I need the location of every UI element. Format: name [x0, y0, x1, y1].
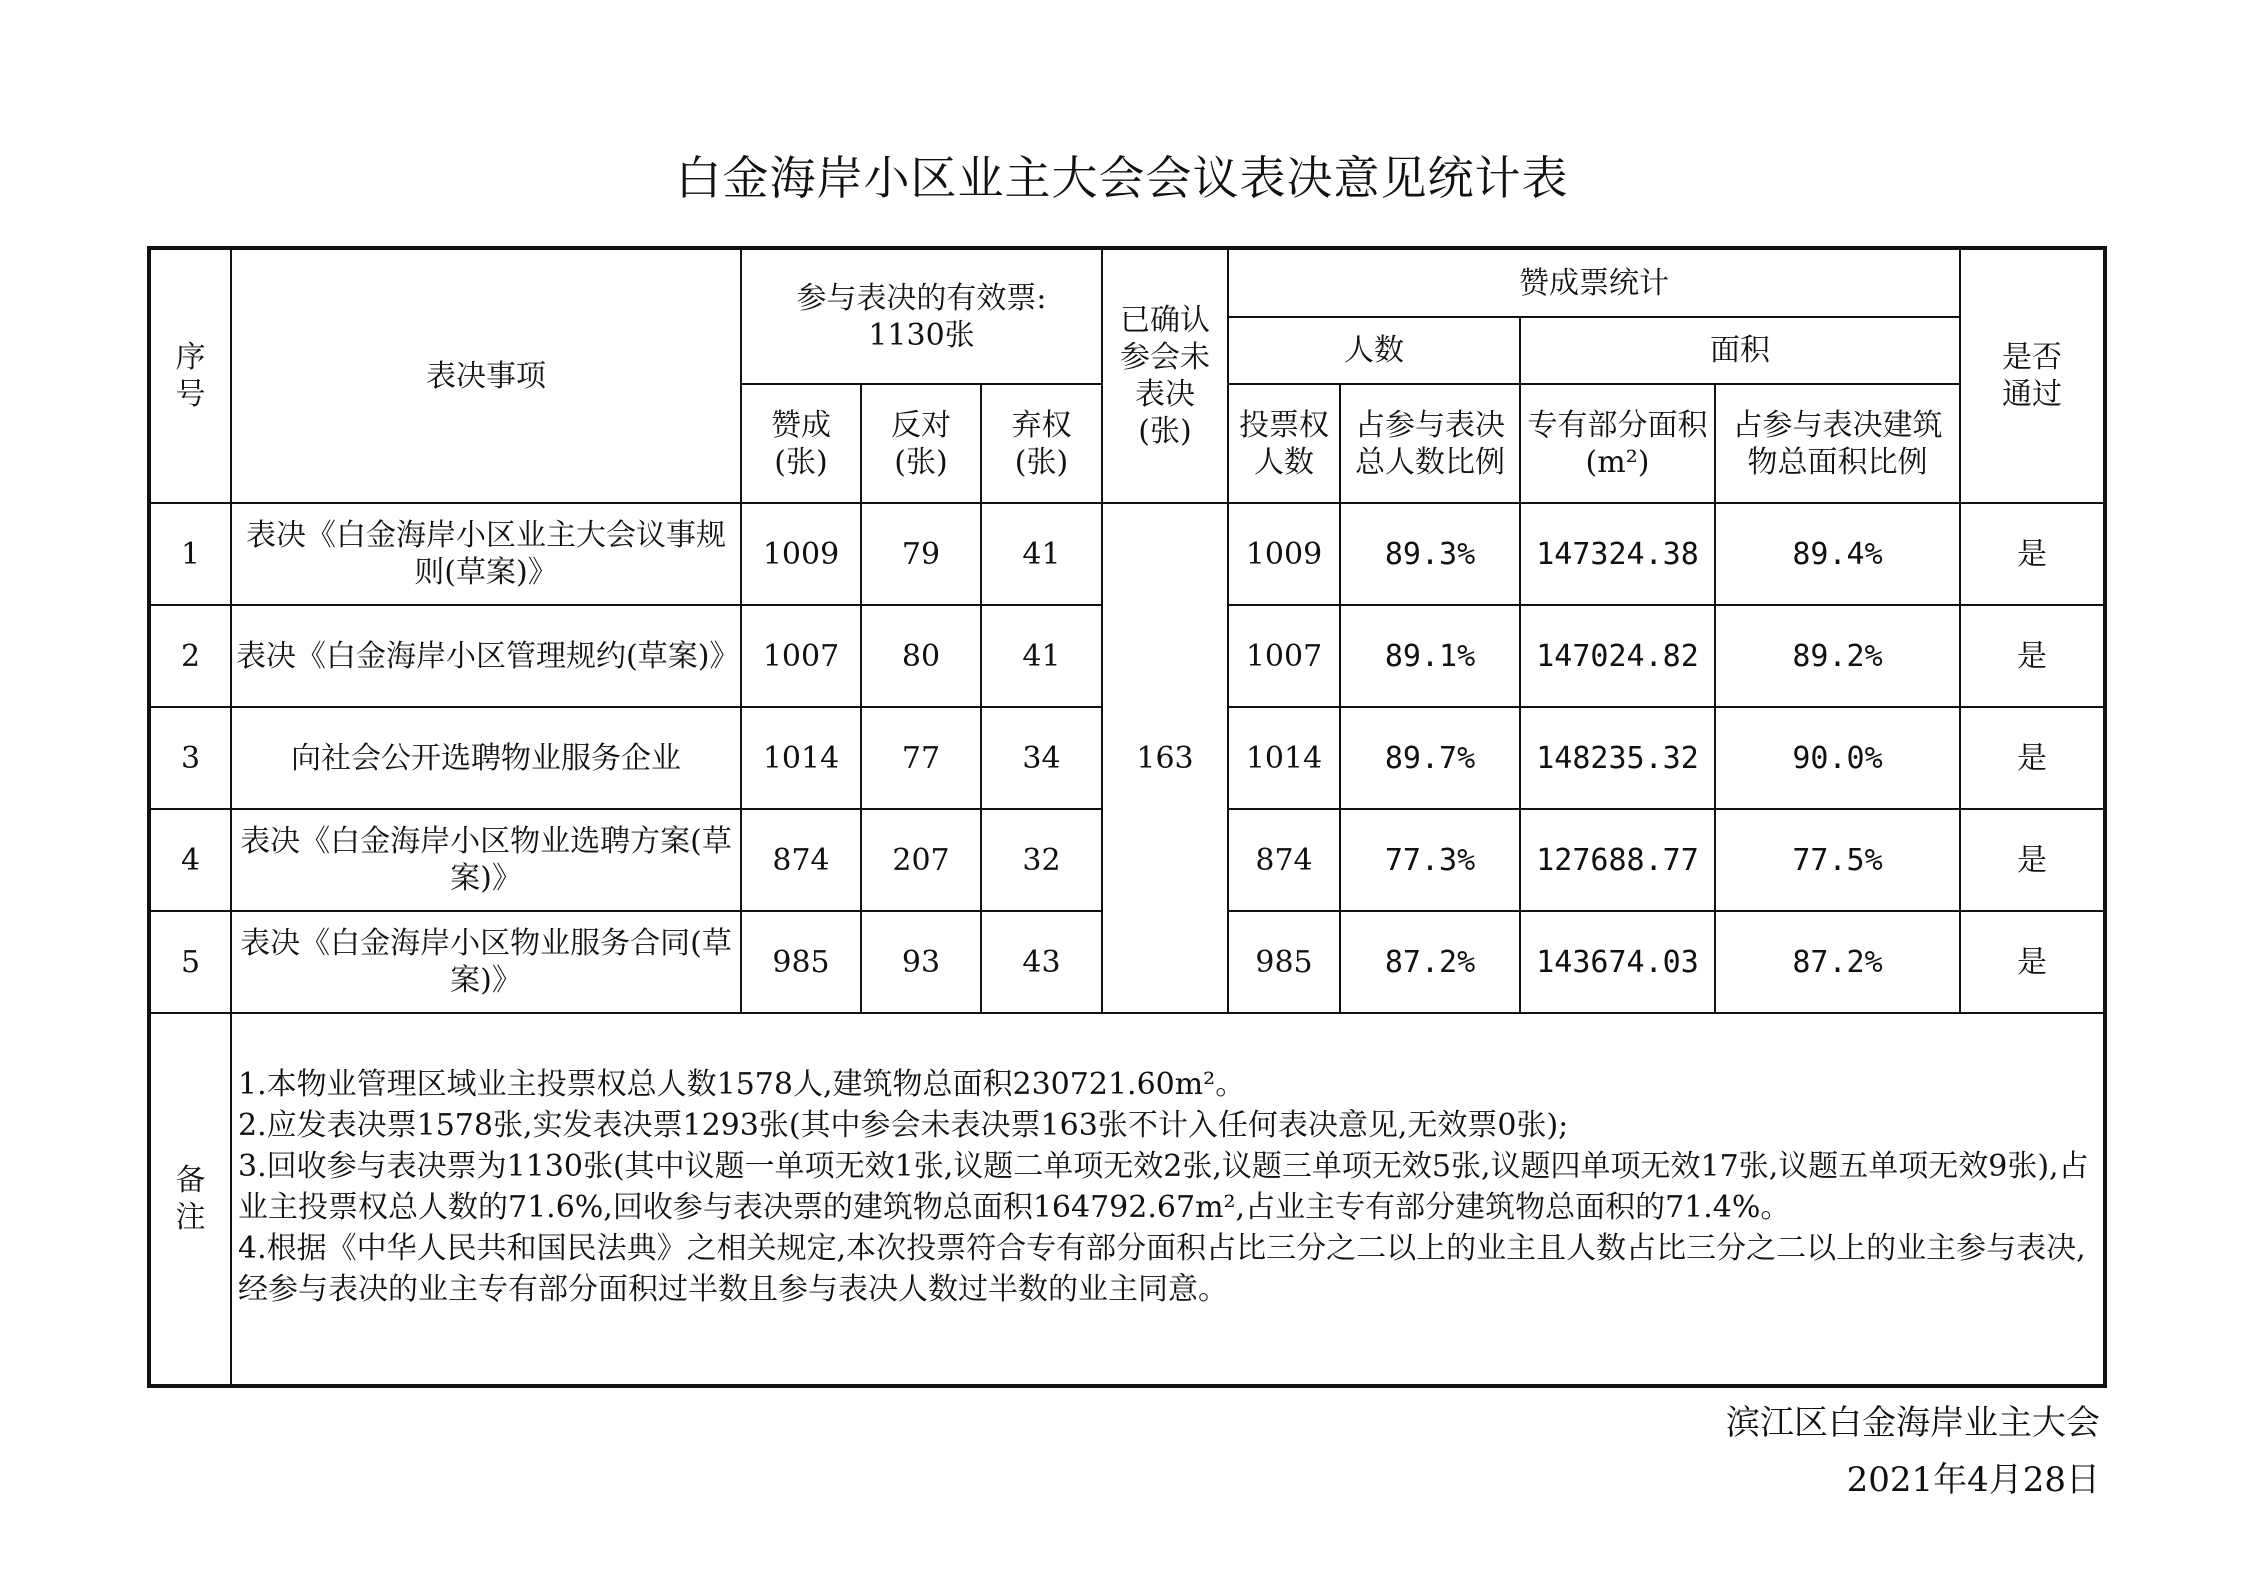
- row-area-ratio: 87.2%: [1715, 911, 1960, 1013]
- notes-cell: [231, 1013, 2105, 1386]
- header-voter-count: 投票权 人数: [1228, 384, 1340, 503]
- header-private-area: 专有部分面积 (m²): [1520, 384, 1715, 503]
- row-area-ratio: 90.0%: [1715, 707, 1960, 809]
- row-passed: 是: [1960, 503, 2105, 605]
- row-area: 147024.82: [1520, 605, 1715, 707]
- row-seq: 5: [149, 911, 231, 1013]
- header-approve: 赞成 (张): [741, 384, 861, 503]
- row-matter: 表决《白金海岸小区物业服务合同(草案)》: [231, 911, 741, 1013]
- row-seq: 1: [149, 503, 231, 605]
- header-abstain: 弃权 (张): [981, 384, 1102, 503]
- row-voter-count: 985: [1228, 911, 1340, 1013]
- row-area: 148235.32: [1520, 707, 1715, 809]
- row-matter: 向社会公开选聘物业服务企业: [231, 707, 741, 809]
- footer-date: 2021年4月28日: [1846, 1460, 2100, 1500]
- row-voter-count: 874: [1228, 809, 1340, 911]
- header-persons: 人数: [1228, 317, 1520, 384]
- row-voter-count: 1014: [1228, 707, 1340, 809]
- row-seq: 4: [149, 809, 231, 911]
- row-passed: 是: [1960, 707, 2105, 809]
- row-abstain: 32: [981, 809, 1102, 911]
- row-voter-ratio: 87.2%: [1340, 911, 1520, 1013]
- row-voter-ratio: 89.1%: [1340, 605, 1520, 707]
- row-passed: 是: [1960, 809, 2105, 911]
- header-area-ratio: 占参与表决建筑 物总面积比例: [1715, 384, 1960, 503]
- row-area-ratio: 89.4%: [1715, 503, 1960, 605]
- row-voter-count: 1009: [1228, 503, 1340, 605]
- confirmed-not-voted-value: 163: [1102, 503, 1228, 1013]
- header-seq: 序 号: [149, 248, 231, 503]
- row-approve: 985: [741, 911, 861, 1013]
- row-area-ratio: 89.2%: [1715, 605, 1960, 707]
- row-approve: 874: [741, 809, 861, 911]
- row-oppose: 207: [861, 809, 981, 911]
- row-seq: 3: [149, 707, 231, 809]
- row-abstain: 34: [981, 707, 1102, 809]
- row-seq: 2: [149, 605, 231, 707]
- note-line: 3.回收参与表决票为1130张(其中议题一单项无效1张,议题二单项无效2张,议题三单项无效5张,议题四单项无效17张,议题五单项无效9张),占业主投票权总人数的71.6%,回收参与表决票的建筑物总面积164792.67m²,占业主专有部分建筑物总面积的71.4%。: [238, 1149, 2089, 1225]
- row-approve: 1009: [741, 503, 861, 605]
- row-passed: 是: [1960, 605, 2105, 707]
- row-abstain: 41: [981, 503, 1102, 605]
- row-oppose: 79: [861, 503, 981, 605]
- note-line: 2.应发表决票1578张,实发表决票1293张(其中参会未表决票163张不计入任何表决意见,无效票0张);: [238, 1108, 1569, 1143]
- header-matter: 表决事项: [231, 248, 741, 503]
- vote-statistics-table: [147, 246, 2107, 1388]
- row-abstain: 41: [981, 605, 1102, 707]
- row-oppose: 80: [861, 605, 981, 707]
- table-row: [149, 503, 2105, 605]
- row-oppose: 77: [861, 707, 981, 809]
- row-voter-count: 1007: [1228, 605, 1340, 707]
- footer-organization: 滨江区白金海岸业主大会: [1726, 1403, 2100, 1443]
- notes-label: 备 注: [149, 1013, 231, 1386]
- row-passed: 是: [1960, 911, 2105, 1013]
- note-line: 1.本物业管理区域业主投票权总人数1578人,建筑物总面积230721.60m²。: [238, 1067, 1246, 1102]
- row-area-ratio: 77.5%: [1715, 809, 1960, 911]
- row-matter: 表决《白金海岸小区业主大会议事规则(草案)》: [231, 503, 741, 605]
- row-abstain: 43: [981, 911, 1102, 1013]
- row-matter: 表决《白金海岸小区物业选聘方案(草案)》: [231, 809, 741, 911]
- note-line: 4.根据《中华人民共和国民法典》之相关规定,本次投票符合专有部分面积占比三分之二以上的业主且人数占比三分之二以上的业主参与表决,经参与表决的业主专有部分面积过半数且参与表决人数过半数的业主同意。: [238, 1231, 2086, 1307]
- header-area: 面积: [1520, 317, 1960, 384]
- row-area: 147324.38: [1520, 503, 1715, 605]
- header-valid-votes: 参与表决的有效票: 1130张: [741, 248, 1102, 384]
- header-oppose: 反对 (张): [861, 384, 981, 503]
- header-confirmed-not-voted: 已确认 参会未 表决 (张): [1102, 248, 1228, 503]
- row-matter: 表决《白金海岸小区管理规约(草案)》: [231, 605, 741, 707]
- document-title: 白金海岸小区业主大会会议表决意见统计表: [675, 151, 1569, 205]
- row-voter-ratio: 77.3%: [1340, 809, 1520, 911]
- row-oppose: 93: [861, 911, 981, 1013]
- header-passed: 是否 通过: [1960, 248, 2105, 503]
- row-approve: 1014: [741, 707, 861, 809]
- header-approve-stats: 赞成票统计: [1228, 248, 1960, 317]
- row-voter-ratio: 89.3%: [1340, 503, 1520, 605]
- row-approve: 1007: [741, 605, 861, 707]
- row-area: 127688.77: [1520, 809, 1715, 911]
- row-voter-ratio: 89.7%: [1340, 707, 1520, 809]
- row-area: 143674.03: [1520, 911, 1715, 1013]
- header-voter-ratio: 占参与表决 总人数比例: [1340, 384, 1520, 503]
